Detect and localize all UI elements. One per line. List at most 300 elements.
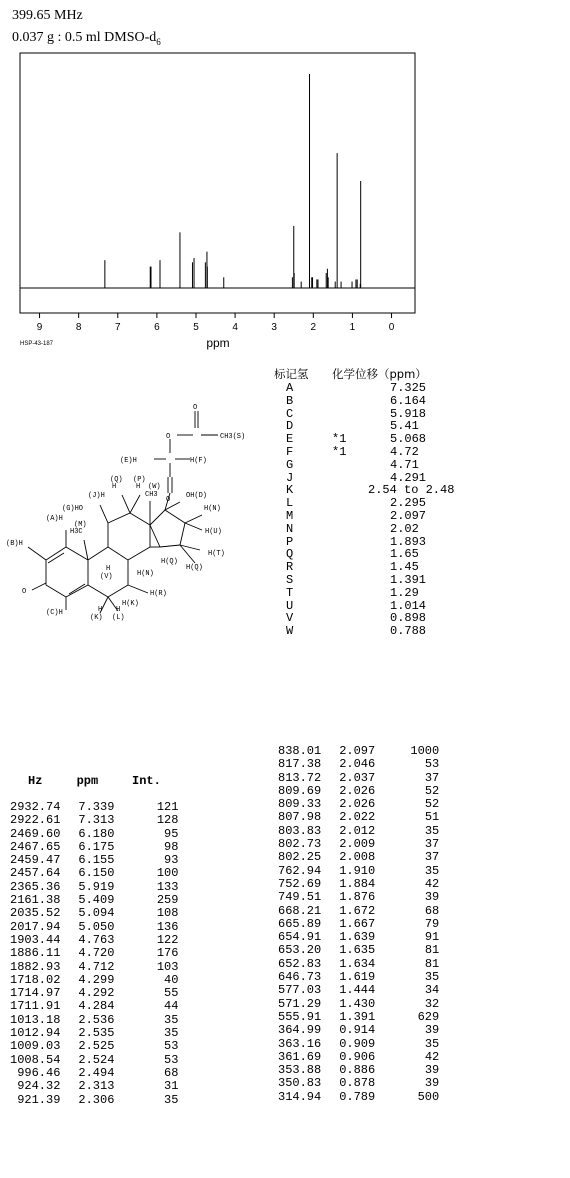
assignment-label: C [286, 406, 294, 421]
peak-ppm: 5.050 [78, 919, 115, 934]
peak-ppm: 5.919 [78, 879, 115, 894]
peak-table-header-row [10, 775, 178, 789]
peak-ppm: 4.720 [78, 946, 115, 961]
peak-ppm: 1.444 [339, 983, 376, 998]
peak-int: 121 [156, 800, 179, 814]
x-axis-label: ppm [206, 336, 230, 350]
assignment-label: L [286, 496, 294, 511]
peak-int: 103 [156, 959, 179, 974]
assignment-row [274, 586, 570, 599]
x-tick-label: 1 [349, 322, 356, 333]
peak-int: 629 [417, 1009, 440, 1024]
label-h-q3: H(Q) [186, 564, 203, 572]
peak-int: 79 [424, 916, 440, 931]
peak-row [278, 971, 439, 984]
peak-ppm: 1.634 [339, 956, 376, 971]
assignment-shift: 6.164 [390, 393, 427, 408]
peak-row [10, 1067, 178, 1080]
peak-int: 35 [424, 970, 440, 985]
peak-int: 35 [164, 1092, 179, 1107]
peak-int: 122 [156, 932, 179, 947]
peak-int: 37 [424, 837, 440, 852]
peak-ppm: 0.878 [339, 1076, 376, 1091]
label-m: (M) [74, 521, 87, 529]
spectrometer-frequency: 399.65 MHz [12, 8, 83, 23]
assignment-label: B [286, 393, 294, 408]
label-ch3-w: CH3 [145, 491, 158, 499]
assignment-label: F [286, 445, 294, 459]
peak-ppm: 6.150 [78, 866, 115, 881]
peak-row [10, 1094, 178, 1107]
assignment-shift: 4.72 [390, 445, 419, 459]
peak-hz: 1886.11 [10, 946, 61, 961]
peak-int: 39 [424, 1023, 440, 1038]
plot-frame [20, 53, 415, 313]
peak-int: 37 [424, 770, 440, 785]
assignment-row [274, 509, 570, 522]
assignment-shift: 7.325 [390, 381, 427, 395]
peak-ppm: 1.910 [339, 863, 376, 878]
assignment-row [274, 573, 570, 586]
assignment-shift: 2.54 to 2.48 [368, 483, 455, 498]
peak-ppm: 2.536 [78, 1012, 115, 1027]
peak-ppm: 2.535 [78, 1026, 115, 1041]
assignment-label: S [286, 573, 294, 587]
peak-hz: 653.20 [278, 943, 322, 958]
label-oh-d: OH(D) [186, 492, 208, 500]
peak-ppm: 2.037 [339, 770, 376, 785]
assignment-row [274, 599, 570, 612]
peak-ppm: 4.712 [78, 959, 115, 974]
peak-int: 133 [156, 879, 179, 894]
peak-row [10, 974, 178, 987]
peak-row [278, 1077, 439, 1090]
x-tick-label: 5 [193, 322, 199, 333]
molecule-structure [0, 395, 290, 635]
label-g-ho: (G)HO [62, 505, 84, 513]
x-tick-label: 3 [271, 322, 277, 333]
peak-row [10, 907, 178, 920]
assignment-label: K [286, 483, 294, 498]
label-h-v: H [106, 565, 111, 573]
peak-ppm: 2.026 [339, 797, 376, 812]
assignment-label: V [286, 611, 294, 626]
peak-hz: 2469.60 [10, 826, 61, 841]
peak-ppm: 1.619 [339, 970, 376, 985]
assignment-row [274, 535, 570, 548]
peak-row [278, 758, 439, 771]
label-o-carbonyl-ester: O [193, 404, 198, 412]
col-int-header: Int. [132, 774, 161, 789]
peak-row [10, 947, 178, 960]
label-k: (K) [90, 614, 103, 622]
peak-hz: 2922.61 [10, 813, 61, 828]
peak-ppm: 0.909 [339, 1036, 376, 1051]
assignment-shift: 1.014 [390, 598, 427, 613]
peak-row [278, 1051, 439, 1064]
peak-int: 32 [424, 996, 440, 1011]
peak-ppm: 1.635 [339, 943, 376, 958]
sample-subscript: 6 [156, 36, 161, 47]
label-b-h: (B)H [6, 540, 23, 548]
peak-table-left [10, 775, 178, 1107]
peak-row [10, 1027, 178, 1040]
peak-int: 500 [417, 1089, 440, 1104]
peak-int: 95 [164, 826, 179, 841]
peak-hz: 361.69 [278, 1049, 322, 1064]
peak-int: 35 [424, 1036, 440, 1051]
peak-row [278, 1064, 439, 1077]
label-o-ketone: O [22, 588, 27, 596]
peak-ppm: 2.022 [339, 810, 376, 825]
peak-row [278, 984, 439, 997]
peak-int: 52 [424, 797, 440, 812]
assignment-row [274, 407, 570, 420]
label-w: (W) [148, 483, 161, 491]
peak-row [278, 878, 439, 891]
peak-ppm: 5.409 [78, 893, 115, 908]
peak-row [278, 772, 439, 785]
x-tick-label: 7 [114, 322, 121, 333]
assignment-shift: 0.788 [390, 624, 427, 639]
peak-hz: 646.73 [278, 970, 322, 985]
peak-hz: 1012.94 [10, 1026, 61, 1041]
peak-hz: 654.91 [278, 930, 322, 945]
assignment-row [274, 471, 570, 484]
peak-row [10, 921, 178, 934]
label-e-h: (E)H [120, 457, 137, 465]
peak-ppm: 0.886 [339, 1063, 376, 1078]
peak-hz: 668.21 [278, 903, 322, 918]
peak-ppm: 6.155 [78, 853, 115, 868]
peak-row [278, 785, 439, 798]
peak-int: 81 [424, 943, 440, 958]
peak-int: 40 [164, 972, 179, 987]
peak-row [10, 881, 178, 894]
peak-hz: 809.69 [278, 783, 322, 798]
peak-row [10, 1000, 178, 1013]
peak-hz: 1711.91 [10, 999, 61, 1014]
peak-row [278, 891, 439, 904]
label-h-n: H(N) [204, 505, 221, 513]
assignment-shift: 5.41 [390, 419, 419, 434]
peak-row [278, 825, 439, 838]
peak-int: 259 [156, 893, 179, 908]
label-h-l: H [116, 606, 121, 614]
assignment-label: E [286, 432, 294, 447]
peak-int: 51 [424, 810, 440, 825]
peak-hz: 802.25 [278, 850, 322, 865]
peak-row [278, 998, 439, 1011]
peak-hz: 555.91 [278, 1009, 322, 1024]
peak-ppm: 1.876 [339, 890, 376, 905]
assignment-row [274, 394, 570, 407]
peak-hz: 350.83 [278, 1076, 322, 1091]
peak-ppm: 6.175 [78, 839, 115, 854]
peak-ppm: 7.313 [78, 813, 115, 828]
peak-int: 93 [164, 853, 179, 868]
assignment-shift: 1.893 [390, 534, 427, 549]
peak-int: 35 [164, 1026, 179, 1041]
peak-int: 108 [156, 906, 179, 921]
assignment-shift: 1.29 [390, 585, 419, 600]
assignment-shift: 4.71 [390, 457, 419, 472]
label-h-r: H(R) [150, 590, 167, 598]
peak-hz: 2035.52 [10, 906, 61, 921]
x-tick-label: 8 [75, 322, 82, 333]
label-h-u: H(U) [205, 528, 222, 536]
col-hz-header: Hz [28, 774, 43, 789]
peak-ppm: 0.789 [339, 1089, 376, 1104]
label-a-h: (A)H [46, 515, 63, 523]
assignment-row [274, 381, 570, 394]
peak-hz: 665.89 [278, 916, 322, 931]
sample-text: 0.037 g : 0.5 ml DMSO-d [12, 30, 157, 45]
peak-hz: 1714.97 [10, 986, 61, 1001]
label-h3c: H3C [70, 528, 83, 536]
assignment-shift: 4.291 [390, 470, 427, 485]
label-l: (L) [112, 614, 125, 622]
assignment-row [274, 547, 570, 560]
peak-row [10, 867, 178, 880]
peak-row [278, 865, 439, 878]
assignment-shift: 1.45 [390, 560, 419, 575]
assignment-row [274, 419, 570, 432]
label-h-k2: H [98, 606, 103, 614]
assignment-label: W [286, 624, 294, 639]
assignment-row [274, 496, 570, 509]
peak-int: 91 [424, 930, 440, 945]
peak-row [10, 1014, 178, 1027]
assignment-shift: 2.02 [390, 521, 419, 536]
peak-int: 98 [164, 839, 179, 854]
peak-hz: 762.94 [278, 863, 322, 878]
peak-int: 1000 [410, 744, 440, 758]
assignment-shift: 5.068 [390, 432, 427, 447]
peak-ppm: 1.391 [339, 1009, 376, 1024]
peak-hz: 924.32 [17, 1079, 61, 1094]
peak-int: 53 [424, 757, 440, 772]
label-h-k: H(K) [122, 600, 139, 608]
assignment-label: A [286, 381, 294, 395]
peak-ppm: 0.914 [339, 1023, 376, 1038]
label-o-ester: O [166, 433, 171, 441]
assignment-label: Q [286, 547, 294, 562]
peak-int: 81 [424, 956, 440, 971]
peak-int: 35 [424, 823, 440, 838]
peak-row [10, 1054, 178, 1067]
peak-int: 37 [424, 850, 440, 865]
label-c-h: (C)H [46, 609, 63, 617]
assignment-label: J [286, 470, 294, 485]
assignment-label: D [286, 419, 294, 434]
assignment-label: U [286, 598, 294, 613]
peak-int: 35 [424, 863, 440, 878]
peak-ppm: 1.884 [339, 876, 376, 891]
peak-ppm: 7.339 [78, 800, 115, 814]
sample-description [12, 30, 161, 47]
spectrum-code: HSP-43-187 [20, 341, 54, 347]
label-h-n2: H(N) [137, 570, 154, 578]
peak-hz: 353.88 [278, 1063, 322, 1078]
peak-hz: 1718.02 [10, 972, 61, 987]
peak-hz: 1903.44 [10, 932, 61, 947]
assignment-header-shift: 化学位移（ppm） [332, 367, 427, 381]
assignment-row [274, 458, 570, 471]
label-h-q2: H(Q) [161, 558, 178, 566]
peak-hz: 1882.93 [10, 959, 61, 974]
peak-int: 39 [424, 1063, 440, 1078]
assignment-shift: 1.65 [390, 547, 419, 562]
peak-ppm: 2.313 [78, 1079, 115, 1094]
assignment-row [274, 560, 570, 573]
peak-int: 68 [424, 903, 440, 918]
peak-ppm: 2.046 [339, 757, 376, 772]
peak-ppm: 1.672 [339, 903, 376, 918]
peak-hz: 2161.38 [10, 893, 61, 908]
peak-hz: 752.69 [278, 876, 322, 891]
peak-hz: 2017.94 [10, 919, 61, 934]
peak-hz: 652.83 [278, 956, 322, 971]
assignment-shift: 1.391 [390, 573, 427, 587]
label-h-p: H [136, 483, 141, 491]
assignment-label: G [286, 457, 294, 472]
peak-ppm: 2.097 [339, 744, 376, 758]
assignment-row [274, 432, 570, 445]
peak-hz: 2932.74 [10, 800, 61, 814]
label-v: (V) [100, 573, 113, 581]
x-tick-label: 4 [232, 322, 238, 333]
peak-ppm: 2.306 [78, 1092, 115, 1107]
peak-row [278, 944, 439, 957]
peak-hz: 2467.65 [10, 839, 61, 854]
peak-row [278, 745, 439, 758]
peak-ppm: 5.094 [78, 906, 115, 921]
peak-hz: 1008.54 [10, 1052, 61, 1067]
label-j-h: (J)H [88, 492, 105, 500]
peak-int: 68 [164, 1065, 179, 1080]
peak-row [10, 934, 178, 947]
peak-ppm: 1.430 [339, 996, 376, 1011]
peak-ppm: 2.494 [78, 1065, 115, 1080]
peak-row [278, 1011, 439, 1024]
peak-hz: 1009.03 [10, 1039, 61, 1054]
peak-row [278, 798, 439, 811]
peak-int: 39 [424, 1076, 440, 1091]
peak-hz: 571.29 [278, 996, 322, 1011]
peak-row [10, 854, 178, 867]
peak-hz: 2365.36 [10, 879, 61, 894]
peak-hz: 2457.64 [10, 866, 61, 881]
peak-table-right [278, 745, 439, 1104]
peak-int: 42 [424, 876, 440, 891]
peak-ppm: 0.906 [339, 1049, 376, 1064]
atom-labels [6, 404, 245, 622]
peak-int: 42 [424, 1049, 440, 1064]
assignment-label: M [286, 509, 294, 523]
peak-hz: 364.99 [278, 1023, 322, 1038]
assignment-shift: 2.295 [390, 496, 427, 511]
peak-ppm: 6.180 [78, 826, 115, 841]
assignment-label: T [286, 585, 294, 600]
x-tick-label: 0 [388, 322, 395, 333]
peak-row [10, 894, 178, 907]
peak-ppm: 2.009 [339, 837, 376, 852]
assignment-shift: 2.097 [390, 509, 427, 523]
peak-hz: 996.46 [17, 1065, 61, 1080]
peak-hz: 807.98 [278, 810, 322, 825]
x-axis-ticks [37, 313, 395, 333]
label-ch3-s: CH3(S) [220, 433, 246, 441]
x-tick-label: 2 [310, 322, 317, 333]
peak-hz: 749.51 [278, 890, 322, 905]
peak-int: 53 [164, 1039, 179, 1054]
peak-row [10, 801, 178, 814]
label-h-q: H [112, 483, 117, 491]
peak-ppm: 2.525 [78, 1039, 115, 1054]
peak-hz: 2459.47 [10, 853, 61, 868]
assignment-shift: 5.918 [390, 406, 427, 421]
peak-int: 35 [164, 1012, 179, 1027]
bond-lines [28, 411, 218, 613]
peak-ppm: 4.284 [78, 999, 115, 1014]
peak-int: 128 [156, 813, 179, 828]
peak-hz: 803.83 [278, 823, 322, 838]
peak-row [278, 1024, 439, 1037]
peak-int: 136 [156, 919, 179, 934]
label-q: (Q) [110, 476, 123, 484]
peak-row [278, 958, 439, 971]
peak-ppm: 4.292 [78, 986, 115, 1001]
assignment-note: *1 [332, 445, 347, 459]
assignment-shift: 0.898 [390, 611, 427, 626]
peak-ppm: 1.667 [339, 916, 376, 931]
peak-row [278, 838, 439, 851]
peak-int: 52 [424, 783, 440, 798]
peak-ppm: 2.012 [339, 823, 376, 838]
assignment-note: *1 [332, 432, 347, 447]
peak-row [278, 1091, 439, 1104]
assignment-label: N [286, 521, 294, 536]
assignment-row [274, 483, 570, 496]
assignment-row [274, 445, 570, 458]
peak-ppm: 1.639 [339, 930, 376, 945]
peak-row [278, 918, 439, 931]
peak-hz: 921.39 [17, 1092, 61, 1107]
peak-row [278, 931, 439, 944]
peak-int: 100 [156, 866, 179, 881]
label-p: (P) [133, 476, 146, 484]
peak-hz: 813.72 [278, 770, 322, 785]
peak-row [278, 811, 439, 824]
peak-row [10, 1040, 178, 1053]
assignment-label: P [286, 534, 294, 549]
assignment-row [274, 611, 570, 624]
assignment-row [274, 522, 570, 535]
x-tick-label: 9 [36, 322, 43, 333]
peak-ppm: 2.008 [339, 850, 376, 865]
assignment-row [274, 624, 570, 637]
peak-ppm: 2.026 [339, 783, 376, 798]
peak-row [10, 961, 178, 974]
peak-int: 39 [424, 890, 440, 905]
peak-hz: 314.94 [278, 1089, 322, 1104]
peak-series [105, 74, 361, 288]
col-ppm-header: ppm [76, 774, 99, 789]
peak-hz: 817.38 [278, 757, 322, 772]
assignment-header-label: 标记氢 [274, 367, 309, 381]
peak-hz: 363.16 [278, 1036, 322, 1051]
